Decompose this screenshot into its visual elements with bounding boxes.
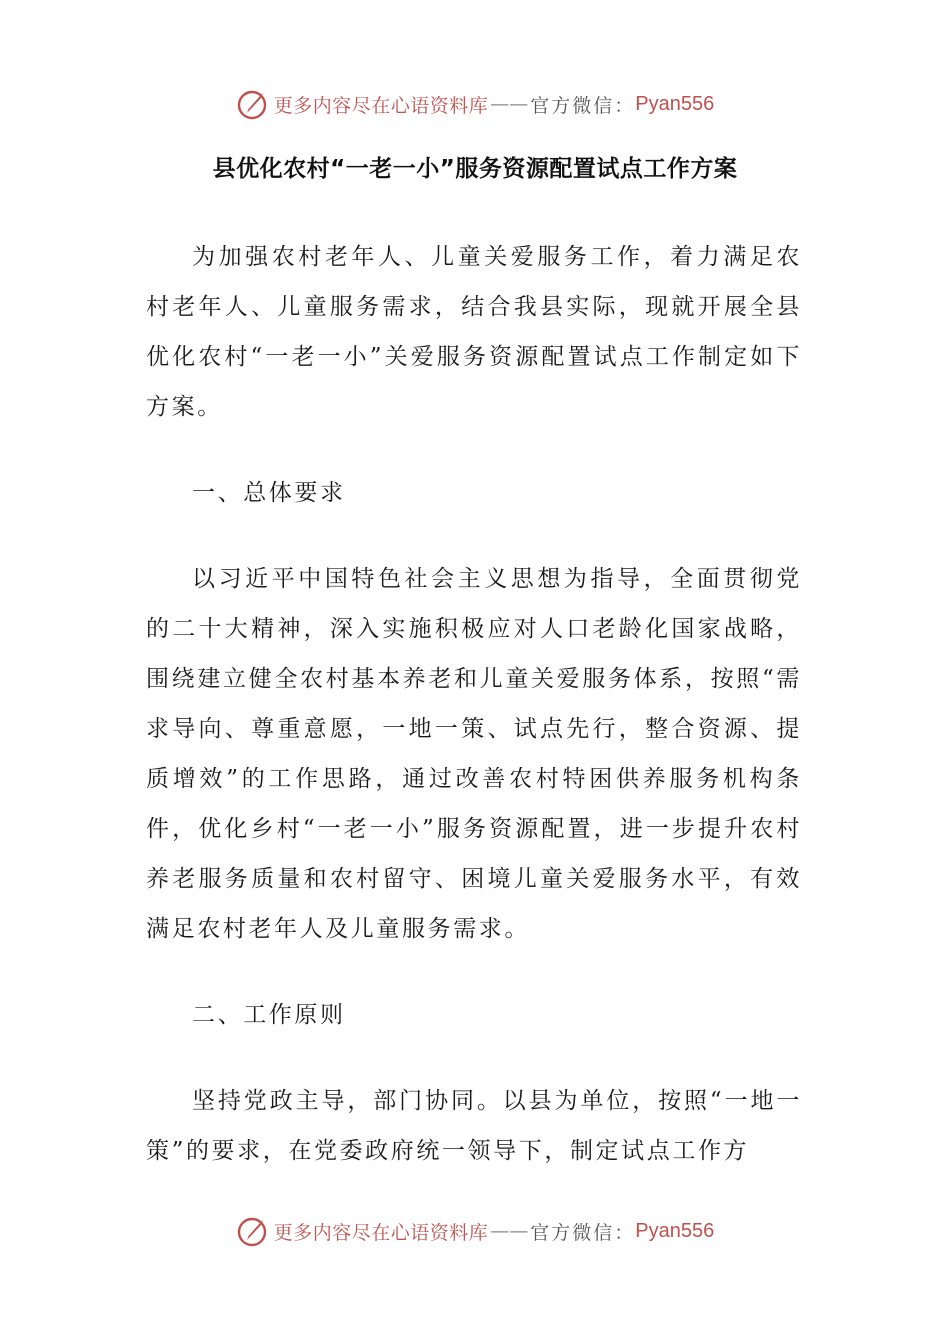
banner-text: 更多内容尽在心语资料库 — [273, 1221, 489, 1244]
section-2-paragraph: 坚持党政主导，部门协同。以县为单位，按照“一地一策”的要求，在党委政府统一领导下，制定试点工作方 — [146, 1088, 802, 1164]
quill-logo-icon — [236, 87, 270, 121]
footer-banner — [0, 1209, 950, 1253]
banner-text: 更多内容尽在心语资料库 — [273, 94, 489, 117]
banner-wechat-id: Pyan556 — [635, 92, 715, 115]
section-1-paragraph: 以习近平中国特色社会主义思想为指导，全面贯彻党的二十大精神，深入实施积极应对人口老龄化国家战略，围绕建立健全农村基本养老和儿童关爱服务体系，按照“需求导向、尊重意愿，一地一策、试点先行，整合资源、提质增效”的工作思路，通过改善农村特困供养服务机构条件，优化乡村“一老一小”服务资源配置，进一步提升农村养老服务质量和农村留守、困境儿童关爱服务水平，有效满足农村老年人及儿童服务需求。 — [146, 566, 802, 942]
section-2-heading: 二、工作原则 — [192, 1002, 346, 1028]
section-1-heading: 一、总体要求 — [192, 480, 346, 506]
banner-dash: —— — [490, 93, 529, 115]
banner-dash: —— — [490, 1220, 529, 1242]
document-body — [146, 232, 802, 1176]
document-title: 县优化农村“一老一小”服务资源配置试点工作方案 — [212, 156, 738, 182]
banner-wechat-label: 官方微信： — [530, 94, 636, 117]
intro-paragraph: 为加强农村老年人、儿童关爱服务工作，着力满足农村老年人、儿童服务需求，结合我县实际，现就开展全县优化农村“一老一小”关爱服务资源配置试点工作制定如下方案。 — [146, 244, 802, 420]
banner-wechat-id: Pyan556 — [635, 1219, 715, 1242]
quill-logo-icon — [236, 1214, 270, 1248]
banner-wechat-label: 官方微信： — [530, 1221, 636, 1244]
header-banner — [0, 82, 950, 126]
